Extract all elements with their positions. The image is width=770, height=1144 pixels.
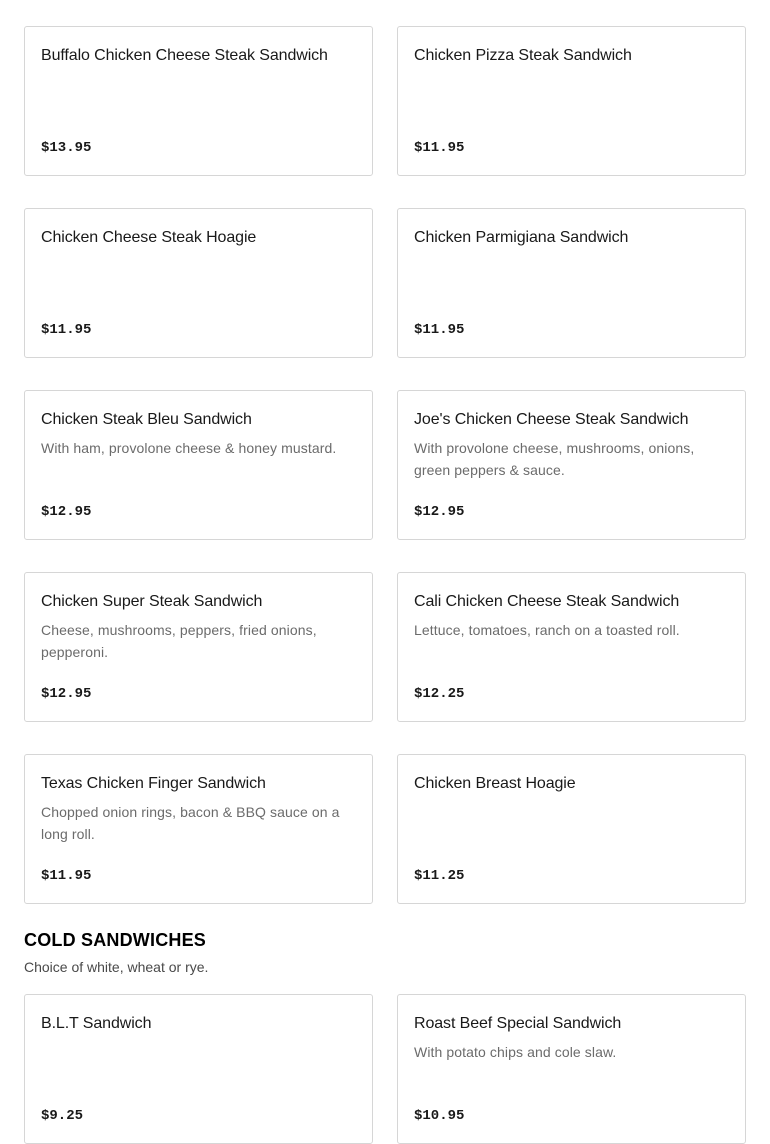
menu-item-name: B.L.T Sandwich (41, 1015, 152, 1032)
section-title: COLD SANDWICHES (24, 930, 206, 950)
menu-item-card[interactable] (397, 994, 746, 1144)
menu-item-price: $12.95 (41, 504, 92, 520)
menu-item-price: $11.95 (414, 322, 465, 338)
menu-item-name: Chicken Steak Bleu Sandwich (41, 411, 252, 428)
menu-item-name: Chicken Breast Hoagie (414, 775, 576, 792)
menu-item-price: $11.95 (41, 322, 92, 338)
menu-item-description: Cheese, mushrooms, peppers, fried onions, pepperoni. (41, 622, 317, 660)
menu-item-name: Texas Chicken Finger Sandwich (41, 775, 266, 792)
menu-item-card[interactable] (397, 26, 746, 176)
menu-item-card[interactable] (397, 572, 746, 722)
menu-item-name: Chicken Parmigiana Sandwich (414, 229, 629, 246)
menu-item-card[interactable] (397, 208, 746, 358)
menu-item-description: With potato chips and cole slaw. (414, 1044, 617, 1060)
section-subtitle: Choice of white, wheat or rye. (24, 959, 209, 975)
menu-items-grid (24, 26, 746, 904)
menu-item-name: Buffalo Chicken Cheese Steak Sandwich (41, 47, 328, 64)
menu-item-name: Chicken Pizza Steak Sandwich (414, 47, 632, 64)
menu-item-name: Chicken Cheese Steak Hoagie (41, 229, 257, 246)
menu-item-description: With provolone cheese, mushrooms, onions, green peppers & sauce. (414, 440, 695, 478)
menu-item-card[interactable] (397, 390, 746, 540)
menu-item-card[interactable] (24, 208, 373, 358)
menu-item-card[interactable] (24, 754, 373, 904)
menu-item-description: Chopped onion rings, bacon & BBQ sauce on a long roll. (41, 804, 340, 842)
menu-item-card[interactable] (24, 390, 373, 540)
menu-item-card[interactable] (24, 572, 373, 722)
menu-item-price: $13.95 (41, 140, 92, 156)
menu-item-name: Chicken Super Steak Sandwich (41, 593, 263, 610)
menu-items-grid (24, 994, 746, 1144)
menu-item-price: $12.25 (414, 686, 465, 702)
menu-item-price: $11.95 (414, 140, 465, 156)
menu-item-price: $12.95 (414, 504, 465, 520)
menu-item-price: $11.25 (414, 868, 465, 884)
menu-item-price: $9.25 (41, 1108, 84, 1124)
menu-item-price: $12.95 (41, 686, 92, 702)
menu-item-card[interactable] (24, 994, 373, 1144)
menu-item-card[interactable] (24, 26, 373, 176)
menu-item-description: Lettuce, tomatoes, ranch on a toasted roll. (414, 622, 680, 638)
menu-item-price: $11.95 (41, 868, 92, 884)
menu-item-name: Joe's Chicken Cheese Steak Sandwich (414, 411, 689, 428)
menu-item-description: With ham, provolone cheese & honey mustard. (41, 440, 337, 456)
menu-item-price: $10.95 (414, 1108, 465, 1124)
menu-item-name: Cali Chicken Cheese Steak Sandwich (414, 593, 680, 610)
menu-item-card[interactable] (397, 754, 746, 904)
menu-item-name: Roast Beef Special Sandwich (414, 1015, 622, 1032)
